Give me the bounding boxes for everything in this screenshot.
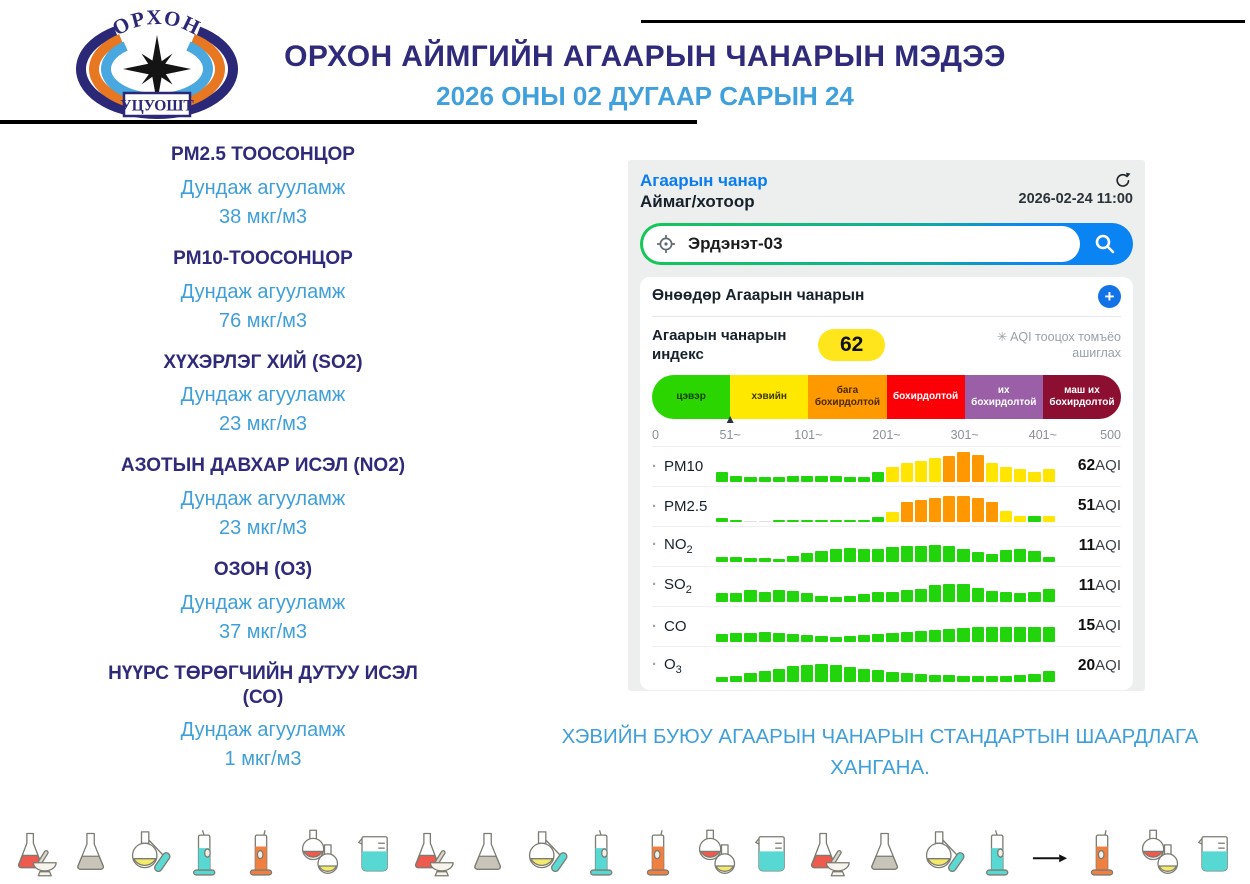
pollutant-row-label: · $NO_2$ [652, 536, 693, 556]
sparkline-bar [886, 672, 898, 682]
sparkline-bar [773, 520, 785, 522]
sparkline-bar [744, 477, 756, 482]
pollutant-avg-value: 37 мкг/м3 [218, 620, 308, 643]
sparkline-bar [901, 632, 913, 642]
beaker-teal-icon [349, 824, 401, 882]
search-value: Эрдэнэт-03 [688, 233, 783, 253]
cylinder-teal-icon [972, 824, 1024, 882]
cylinder-teal-icon [576, 824, 628, 882]
logo-bottom-text: УЦУОШТ [120, 97, 194, 115]
sparkline-bar [801, 635, 813, 642]
sparkline-bar [901, 546, 913, 562]
sparkline-bar [886, 633, 898, 642]
pollutant-avg-label: Дундаж агууламж [180, 176, 346, 199]
pollutant-row-pm10 [652, 446, 1121, 486]
sparkline-bar [716, 472, 728, 482]
sparkline-bar [830, 520, 842, 522]
aqi-scale-ticks [652, 428, 1121, 443]
pollutant-aqi-value: 20AQI [1077, 657, 1121, 674]
search-icon [1093, 232, 1117, 256]
sparkline-bar [1028, 627, 1040, 642]
pollutant-row-so2 [652, 566, 1121, 606]
sparkline-bar [957, 496, 969, 522]
pollutant-avg-value: 23 мкг/м3 [218, 413, 308, 436]
sparkline-bar [915, 546, 927, 562]
sparkline-bar [759, 632, 771, 642]
station-search[interactable] [640, 223, 1133, 265]
flasks-pair-icon [1132, 824, 1184, 882]
flask-gray-icon [65, 824, 117, 882]
scale-tick: 301~ [950, 427, 979, 442]
pollutant-block-o3 [8, 558, 518, 647]
scale-tick: 500 [1100, 427, 1121, 442]
sparkline-bar [1043, 671, 1055, 682]
sparkline-bar [872, 472, 884, 482]
advisory-text: ХЭВИЙН БУЮУ АГААРЫН ЧАНАРЫН СТАНДАРТЫН ШААРДЛАГА ХАНГАНА. [561, 725, 1199, 779]
sparkline-bar [858, 520, 870, 522]
sparkline-bar [716, 634, 728, 642]
sparkline-bar [886, 467, 898, 482]
sparkline-bar [844, 477, 856, 482]
beaker-teal-icon [746, 824, 798, 882]
sparkline-bar [1000, 550, 1012, 562]
pollutant-aqi-value: 11AQI [1078, 537, 1121, 554]
sparkline-bar [815, 551, 827, 562]
sparkline-bar [872, 670, 884, 682]
cylinder-orange-icon [1076, 824, 1128, 882]
sparkline-bar [986, 676, 998, 682]
sparkline-bar [872, 517, 884, 522]
pollutant-aqi-value: 51AQI [1077, 497, 1121, 514]
sparkline-bar [830, 549, 842, 562]
sparkline-bar [830, 597, 842, 602]
sparkline-bar [858, 635, 870, 642]
sparkline-bar [1028, 551, 1040, 562]
arrow-icon [1029, 824, 1071, 882]
sparkline-bar [844, 548, 856, 562]
pollutant-row-pm25 [652, 486, 1121, 526]
sparkline-bar [759, 558, 771, 562]
aqi-scale [652, 375, 1121, 419]
sparkline-bar [957, 584, 969, 602]
top-right-rule [641, 20, 1245, 23]
sparkline-bar [1014, 593, 1026, 602]
app-titles [640, 170, 768, 213]
sparkline-bar [830, 637, 842, 642]
sparkline-bar [886, 547, 898, 562]
scale-tick: 401~ [1028, 427, 1057, 442]
sparkline-bar [844, 520, 856, 522]
sparkline-bar [730, 476, 742, 482]
sparkline-bar [844, 596, 856, 602]
aqi-scale-wrap [652, 375, 1121, 443]
sparkline-bar [986, 627, 998, 642]
sparkline-bar [972, 498, 984, 522]
sparkline-bar [929, 585, 941, 602]
sparkline-bar [929, 675, 941, 682]
scale-tick: 101~ [794, 427, 823, 442]
pollutant-avg-label: Дундаж агууламж [180, 591, 346, 614]
flask-red-mortar-icon [9, 824, 61, 882]
sparkline-bar [787, 476, 799, 482]
sparkline-bar [815, 476, 827, 482]
sparkline-bar [858, 669, 870, 682]
flask-dropper-icon [916, 824, 968, 882]
sparkline-bar [759, 521, 771, 522]
sparkline-bar [972, 455, 984, 482]
sparkline-bar [986, 591, 998, 602]
flask-gray-icon [462, 824, 514, 882]
sparkline-bar [943, 546, 955, 562]
flask-dropper-icon [122, 824, 174, 882]
sparkline-bar [858, 594, 870, 602]
sparkline-bar [1043, 516, 1055, 522]
sparkline-bar [1043, 589, 1055, 602]
scale-segment-5: их бохирдолтой [965, 375, 1043, 419]
app-title: Агаарын чанар [640, 171, 768, 190]
orkhon-logo [66, 3, 248, 121]
today-aqi-card [640, 277, 1133, 690]
sparkline-bar [773, 633, 785, 642]
scale-tick: 201~ [872, 427, 901, 442]
sparkline-bar [759, 477, 771, 482]
sparkline-bar [986, 554, 998, 562]
sparkle-icon: ✳ [996, 329, 1008, 344]
sparkline-bar [830, 476, 842, 482]
sparkline-bar [1028, 592, 1040, 602]
sparkline-bar [744, 558, 756, 562]
sparkline-bar [1000, 676, 1012, 682]
aqi-formula-link[interactable]: ✳ AQI тооцох томъёо ашиглах [996, 329, 1121, 360]
cylinder-orange-icon [235, 824, 287, 882]
sparkline-bar [773, 590, 785, 602]
pollutant-name: АЗОТЫН ДАВХАР ИСЭЛ (NO2) [120, 455, 406, 477]
sparkline-bar [744, 590, 756, 602]
pollutant-block-co [8, 662, 518, 775]
sparkline-bar [872, 549, 884, 562]
scale-tick: 0 [652, 427, 659, 442]
sparkline-bar [957, 676, 969, 682]
sparkline-bar [872, 592, 884, 602]
pollutant-avg-value: 76 мкг/м3 [218, 309, 308, 332]
beaker-teal-icon [1189, 824, 1241, 882]
sparkline-bar [730, 557, 742, 562]
sparkline-bar [830, 665, 842, 682]
pollutant-summary [8, 128, 518, 774]
sparkline-bar [1014, 627, 1026, 642]
pollutant-row-co [652, 606, 1121, 646]
pollutant-block-so2 [8, 351, 518, 440]
sparkline-bar [815, 636, 827, 642]
air-quality-app-panel [628, 160, 1145, 691]
sparkline-bar [886, 592, 898, 602]
sparkline-bar [972, 588, 984, 602]
sparkline-bar [1000, 511, 1012, 522]
logo-top-text: ОРХОН [108, 4, 206, 41]
sparkline-bar [716, 518, 728, 522]
pollutant-aqi-value: 62AQI [1077, 457, 1121, 474]
sparkline-bar [915, 589, 927, 602]
sparkline-bar [801, 520, 813, 522]
sparkline-bar [844, 636, 856, 642]
pollutant-row-o3 [652, 646, 1121, 686]
sparkline-bar [929, 458, 941, 482]
sparkline-bar [801, 476, 813, 482]
pollutant-block-pm10 [8, 247, 518, 336]
sparkline-bar [929, 545, 941, 562]
sparkline-bar [915, 631, 927, 642]
aqi-sparkline [716, 651, 1055, 682]
sparkline-bar [929, 498, 941, 522]
sparkline-bar [744, 633, 756, 642]
page-date: 2026 ОНЫ 02 ДУГААР САРЫН 24 [436, 81, 854, 111]
sparkline-bar [1028, 472, 1040, 482]
sparkline-bar [801, 553, 813, 562]
sparkline-bar [730, 633, 742, 642]
sparkline-bar [773, 559, 785, 562]
sparkline-bar [915, 500, 927, 522]
sparkline-bar [957, 549, 969, 562]
sparkline-bar [716, 593, 728, 602]
sparkline-bar [787, 556, 799, 562]
sparkline-bar [872, 634, 884, 642]
aqi-sparkline [716, 451, 1055, 482]
flasks-pair-icon [689, 824, 741, 882]
flask-red-mortar-icon [802, 824, 854, 882]
pollutant-name: PM2.5 ТООСОНЦОР [171, 144, 355, 165]
pollutant-avg-label: Дундаж агууламж [180, 719, 346, 742]
sparkline-bar [815, 664, 827, 682]
sparkline-bar [759, 592, 771, 602]
pollutant-name: PM10-ТООСОНЦОР [173, 247, 353, 269]
sparkline-bar [957, 628, 969, 642]
sparkline-bar [943, 496, 955, 522]
pollutant-avg-value: 1 мкг/м3 [224, 748, 302, 771]
sparkline-bar [744, 521, 756, 522]
pollutant-aqi-value: 11AQI [1078, 577, 1121, 594]
footer-icons [0, 824, 1250, 884]
flasks-pair-icon [292, 824, 344, 882]
cylinder-orange-icon [632, 824, 684, 882]
pollutant-row-label: · CO [652, 617, 687, 635]
sparkline-bar [901, 673, 913, 682]
sparkline-bar [815, 520, 827, 522]
sparkline-bar [972, 627, 984, 642]
pollutant-row-no2 [652, 526, 1121, 566]
aqi-value-badge: 62 [818, 329, 885, 361]
card-title: Өнөөдөр Агаарын чанарын [652, 287, 865, 304]
sparkline-bar [801, 593, 813, 602]
sparkline-bar [943, 584, 955, 602]
sparkline-bar [744, 673, 756, 682]
sparkline-bar [787, 520, 799, 522]
sparkline-bar [886, 512, 898, 522]
aqi-sparkline [716, 611, 1055, 642]
pollutant-avg-value: 23 мкг/м3 [218, 517, 308, 539]
sparkline-bar [901, 590, 913, 602]
sparkline-bar [801, 665, 813, 682]
add-button[interactable]: + [1098, 285, 1121, 308]
sparkline-bar [1043, 469, 1055, 482]
pollutant-avg-label: Дундаж агууламж [180, 384, 346, 407]
sparkline-bar [901, 463, 913, 482]
aqi-marker-icon: ▲ [724, 411, 737, 426]
search-input[interactable] [643, 226, 1080, 262]
sparkline-bar [986, 502, 998, 522]
sparkline-bar [957, 452, 969, 482]
page-title: ОРХОН АЙМГИЙН АГААРЫН ЧАНАРЫН МЭДЭЭ [284, 40, 1006, 73]
scale-segment-3: бага бохирдолтой [808, 375, 886, 419]
sparkline-bar [787, 591, 799, 602]
pollutant-row-label: · PM10 [652, 457, 704, 475]
pollutant-row-label: · PM2.5 [652, 497, 708, 515]
sparkline-bar [759, 671, 771, 682]
sparkline-bar [773, 669, 785, 682]
svg-text:ОРХОН [108, 5, 205, 40]
pollutant-name: ОЗОН (О3) [213, 559, 313, 580]
scale-segment-6: маш их бохирдолтой [1043, 375, 1121, 419]
sparkline-bar [972, 552, 984, 562]
refresh-icon[interactable] [1113, 170, 1133, 190]
sparkline-bar [901, 502, 913, 522]
app-subtitle: Аймаг/хотоор [640, 192, 755, 212]
sparkline-bar [972, 676, 984, 682]
sparkline-bar [1043, 557, 1055, 562]
search-button[interactable] [1080, 226, 1130, 262]
sparkline-bar [1000, 592, 1012, 602]
sparkline-bar [943, 456, 955, 482]
sparkline-bar [1014, 549, 1026, 562]
flask-red-mortar-icon [406, 824, 458, 882]
pollutant-avg-label: Дундаж агууламж [180, 488, 346, 510]
pollutant-row-label: · $O_3$ [652, 656, 682, 676]
scale-segment-1: цэвэр [652, 375, 730, 419]
aqi-sparkline [716, 531, 1055, 562]
pollutant-avg-label: Дундаж агууламж [180, 280, 346, 303]
sparkline-bar [787, 634, 799, 642]
scale-segment-2: хэвийн [730, 375, 808, 419]
sparkline-bar [915, 674, 927, 682]
sparkline-bar [844, 667, 856, 682]
flask-dropper-icon [519, 824, 571, 882]
sparkline-bar [716, 557, 728, 562]
sparkline-bar [915, 461, 927, 482]
sparkline-bar [1014, 675, 1026, 682]
sparkline-bar [1028, 516, 1040, 522]
sparkline-bar [716, 677, 728, 682]
sparkline-bar [730, 520, 742, 522]
cylinder-teal-icon [179, 824, 231, 882]
sparkline-bar [773, 477, 785, 482]
header [270, 40, 1020, 112]
sparkline-bar [1000, 467, 1012, 482]
sparkline-bar [986, 463, 998, 482]
sparkline-bar [787, 666, 799, 682]
aqi-sparkline [716, 571, 1055, 602]
flask-gray-icon [859, 824, 911, 882]
pollutant-name: НҮҮРС ТӨРӨГЧИЙН ДУТУУ ИСЭЛ (СО) [108, 662, 418, 708]
sparkline-bar [730, 593, 742, 602]
sparkline-bar [929, 630, 941, 642]
pollutant-block-pm25 [8, 143, 518, 232]
pollutant-name: ХҮХЭРЛЭГ ХИЙ (SO2) [163, 351, 363, 373]
scale-tick: 51~ [719, 427, 741, 442]
pollutant-block-no2 [8, 454, 518, 543]
scale-segment-4: бохирдолтой [887, 375, 965, 419]
sparkline-bar [1014, 516, 1026, 522]
sparkline-bar [943, 675, 955, 682]
pollutant-rows [652, 446, 1121, 686]
sparkline-bar [943, 629, 955, 642]
location-target-icon [656, 234, 676, 254]
sparkline-bar [815, 596, 827, 602]
sparkline-bar [1000, 627, 1012, 642]
app-timestamp: 2026-02-24 11:00 [1018, 191, 1133, 207]
sparkline-bar [858, 477, 870, 482]
sparkline-bar [1014, 469, 1026, 482]
sparkline-bar [730, 676, 742, 682]
sparkline-bar [1028, 674, 1040, 682]
pollutant-aqi-value: 15AQI [1077, 617, 1121, 634]
sparkline-bar [858, 549, 870, 562]
aqi-sparkline [716, 491, 1055, 522]
pollutant-avg-value: 38 мкг/м3 [218, 205, 308, 228]
sparkline-bar [1043, 627, 1055, 642]
pollutant-row-label: · $SO_2$ [652, 576, 692, 596]
aqi-index-label: Агаарын чанарын индекс [652, 326, 787, 363]
